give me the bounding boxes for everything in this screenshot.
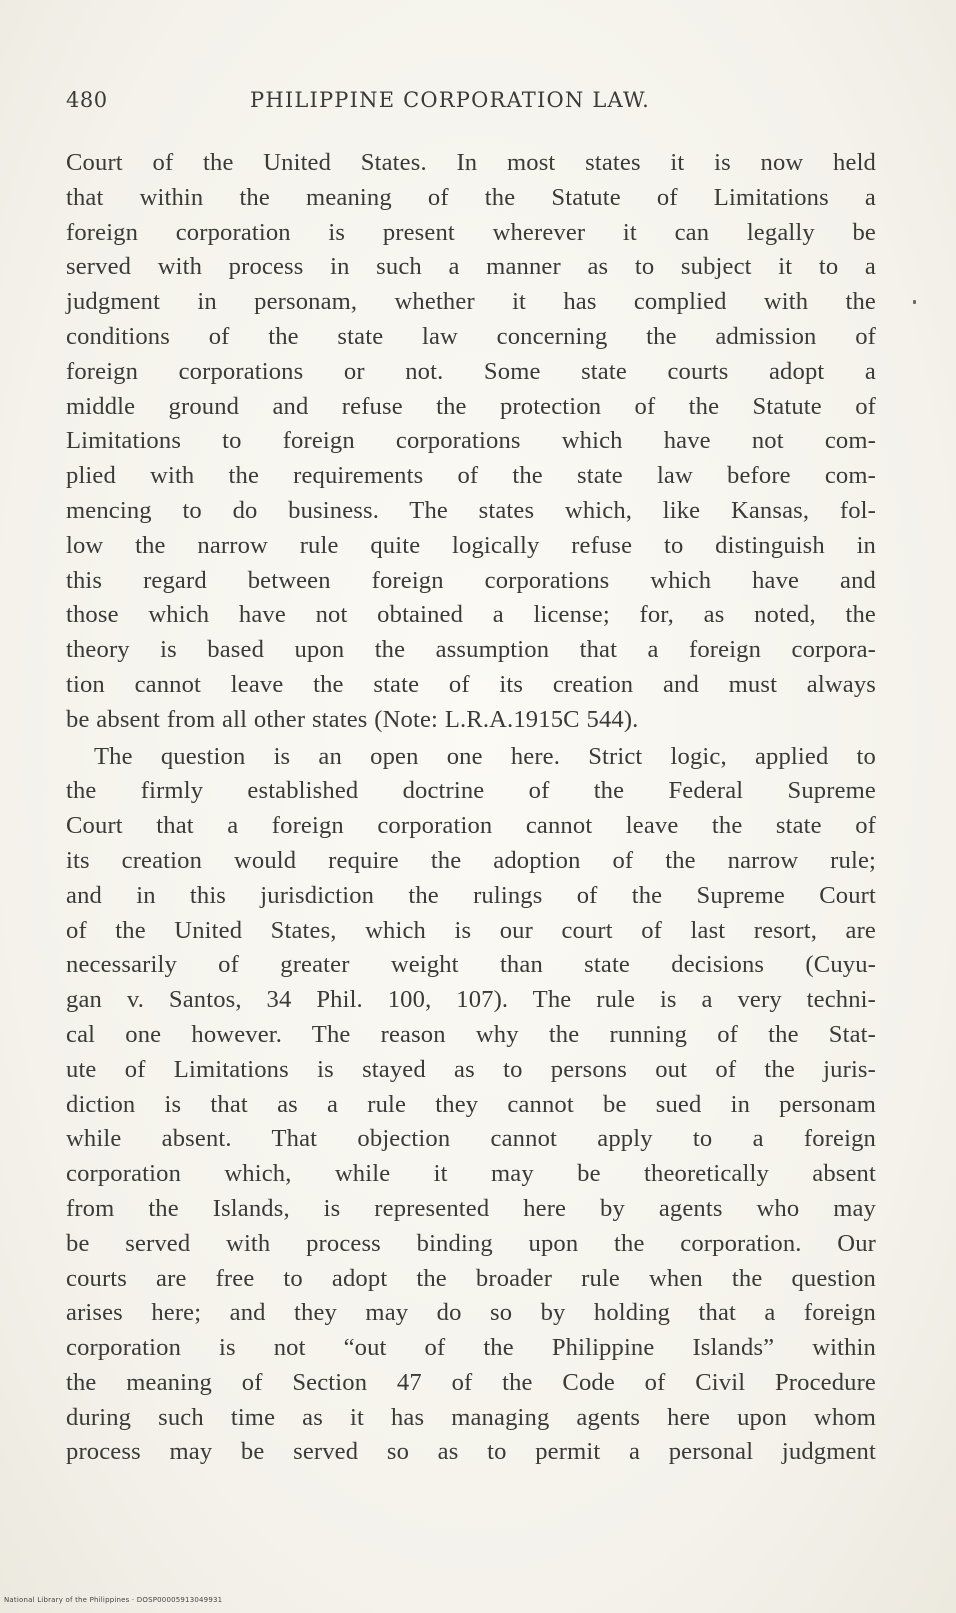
text-line: be absent from all other states (Note: L.R.A.1915C 544). [66, 705, 639, 733]
text-line: the firmly established doctrine of the Federal Supreme [66, 777, 876, 805]
text-line: The question is an open one here. Strict logic, applied to [94, 742, 876, 770]
text-line: be served with process binding upon the corporation. Our [66, 1229, 876, 1257]
text-line: cal one however. The reason why the running of the Stat- [66, 1020, 876, 1048]
text-line: arises here; and they may do so by holding that a foreign [66, 1299, 876, 1327]
text-line: necessarily of greater weight than state decisions (Cuyu- [66, 951, 876, 979]
text-line: the meaning of Section 47 of the Code of Civil Procedure [66, 1368, 876, 1396]
text-line: low the narrow rule quite logically refuse to distinguish in [66, 531, 876, 559]
text-line: while absent. That objection cannot apply to a foreign [66, 1125, 876, 1153]
text-line: corporation is not “out of the Philippine Islands” within [66, 1334, 876, 1362]
text-line: foreign corporations or not. Some state courts adopt a [66, 357, 876, 385]
text-line: Limitations to foreign corporations which have not com- [66, 427, 876, 455]
text-line: judgment in personam, whether it has complied with the [66, 288, 876, 316]
text-line: diction is that as a rule they cannot be sued in personam [66, 1090, 876, 1118]
paragraph-2 [66, 740, 876, 1471]
text-line: conditions of the state law concerning the admission of [66, 322, 876, 350]
text-line: middle ground and refuse the protection of the Statute of [66, 392, 876, 420]
text-line: gan v. Santos, 34 Phil. 100, 107). The rule is a very techni- [66, 986, 876, 1014]
text-line: and in this jurisdiction the rulings of the Supreme Court [66, 881, 876, 909]
text-line: plied with the requirements of the state law before com- [66, 462, 876, 490]
text-line: this regard between foreign corporations which have and [66, 566, 876, 594]
text-line: process may be served so as to permit a personal judgment [66, 1438, 876, 1466]
text-line: mencing to do business. The states which, like Kansas, fol- [66, 496, 876, 524]
text-line: those which have not obtained a license; for, as noted, the [66, 601, 876, 629]
text-line: corporation which, while it may be theoretically absent [66, 1160, 876, 1188]
scan-credit: National Library of the Philippines · DOSP00005913049931 [4, 1596, 223, 1604]
text-line: from the Islands, is represented here by agents who may [66, 1194, 876, 1222]
running-head [66, 88, 862, 122]
text-line: Court of the United States. In most states it is now held [66, 149, 876, 176]
text-line: during such time as it has managing agents here upon whom [66, 1403, 876, 1431]
running-title: PHILIPPINE CORPORATION LAW. [250, 88, 651, 112]
text-line: ute of Limitations is stayed as to persons out of the juris- [66, 1055, 876, 1083]
text-line: theory is based upon the assumption that a foreign corpora- [66, 636, 876, 664]
text-line: tion cannot leave the state of its creation and must always [66, 670, 876, 698]
text-line: that within the meaning of the Statute of Limitations a [66, 183, 876, 211]
paragraph-1 [66, 146, 876, 738]
text-line: of the United States, which is our court of last resort, are [66, 916, 876, 944]
text-line: courts are free to adopt the broader rule when the question [66, 1264, 876, 1292]
page-number: 480 [66, 88, 108, 112]
body-text [66, 146, 876, 1470]
text-line: foreign corporation is present wherever it can legally be [66, 218, 876, 246]
text-line: served with process in such a manner as to subject it to a [66, 253, 876, 281]
text-line: its creation would require the adoption of the narrow rule; [66, 846, 876, 874]
text-line: Court that a foreign corporation cannot leave the state of [66, 812, 876, 840]
margin-speck [913, 300, 916, 304]
